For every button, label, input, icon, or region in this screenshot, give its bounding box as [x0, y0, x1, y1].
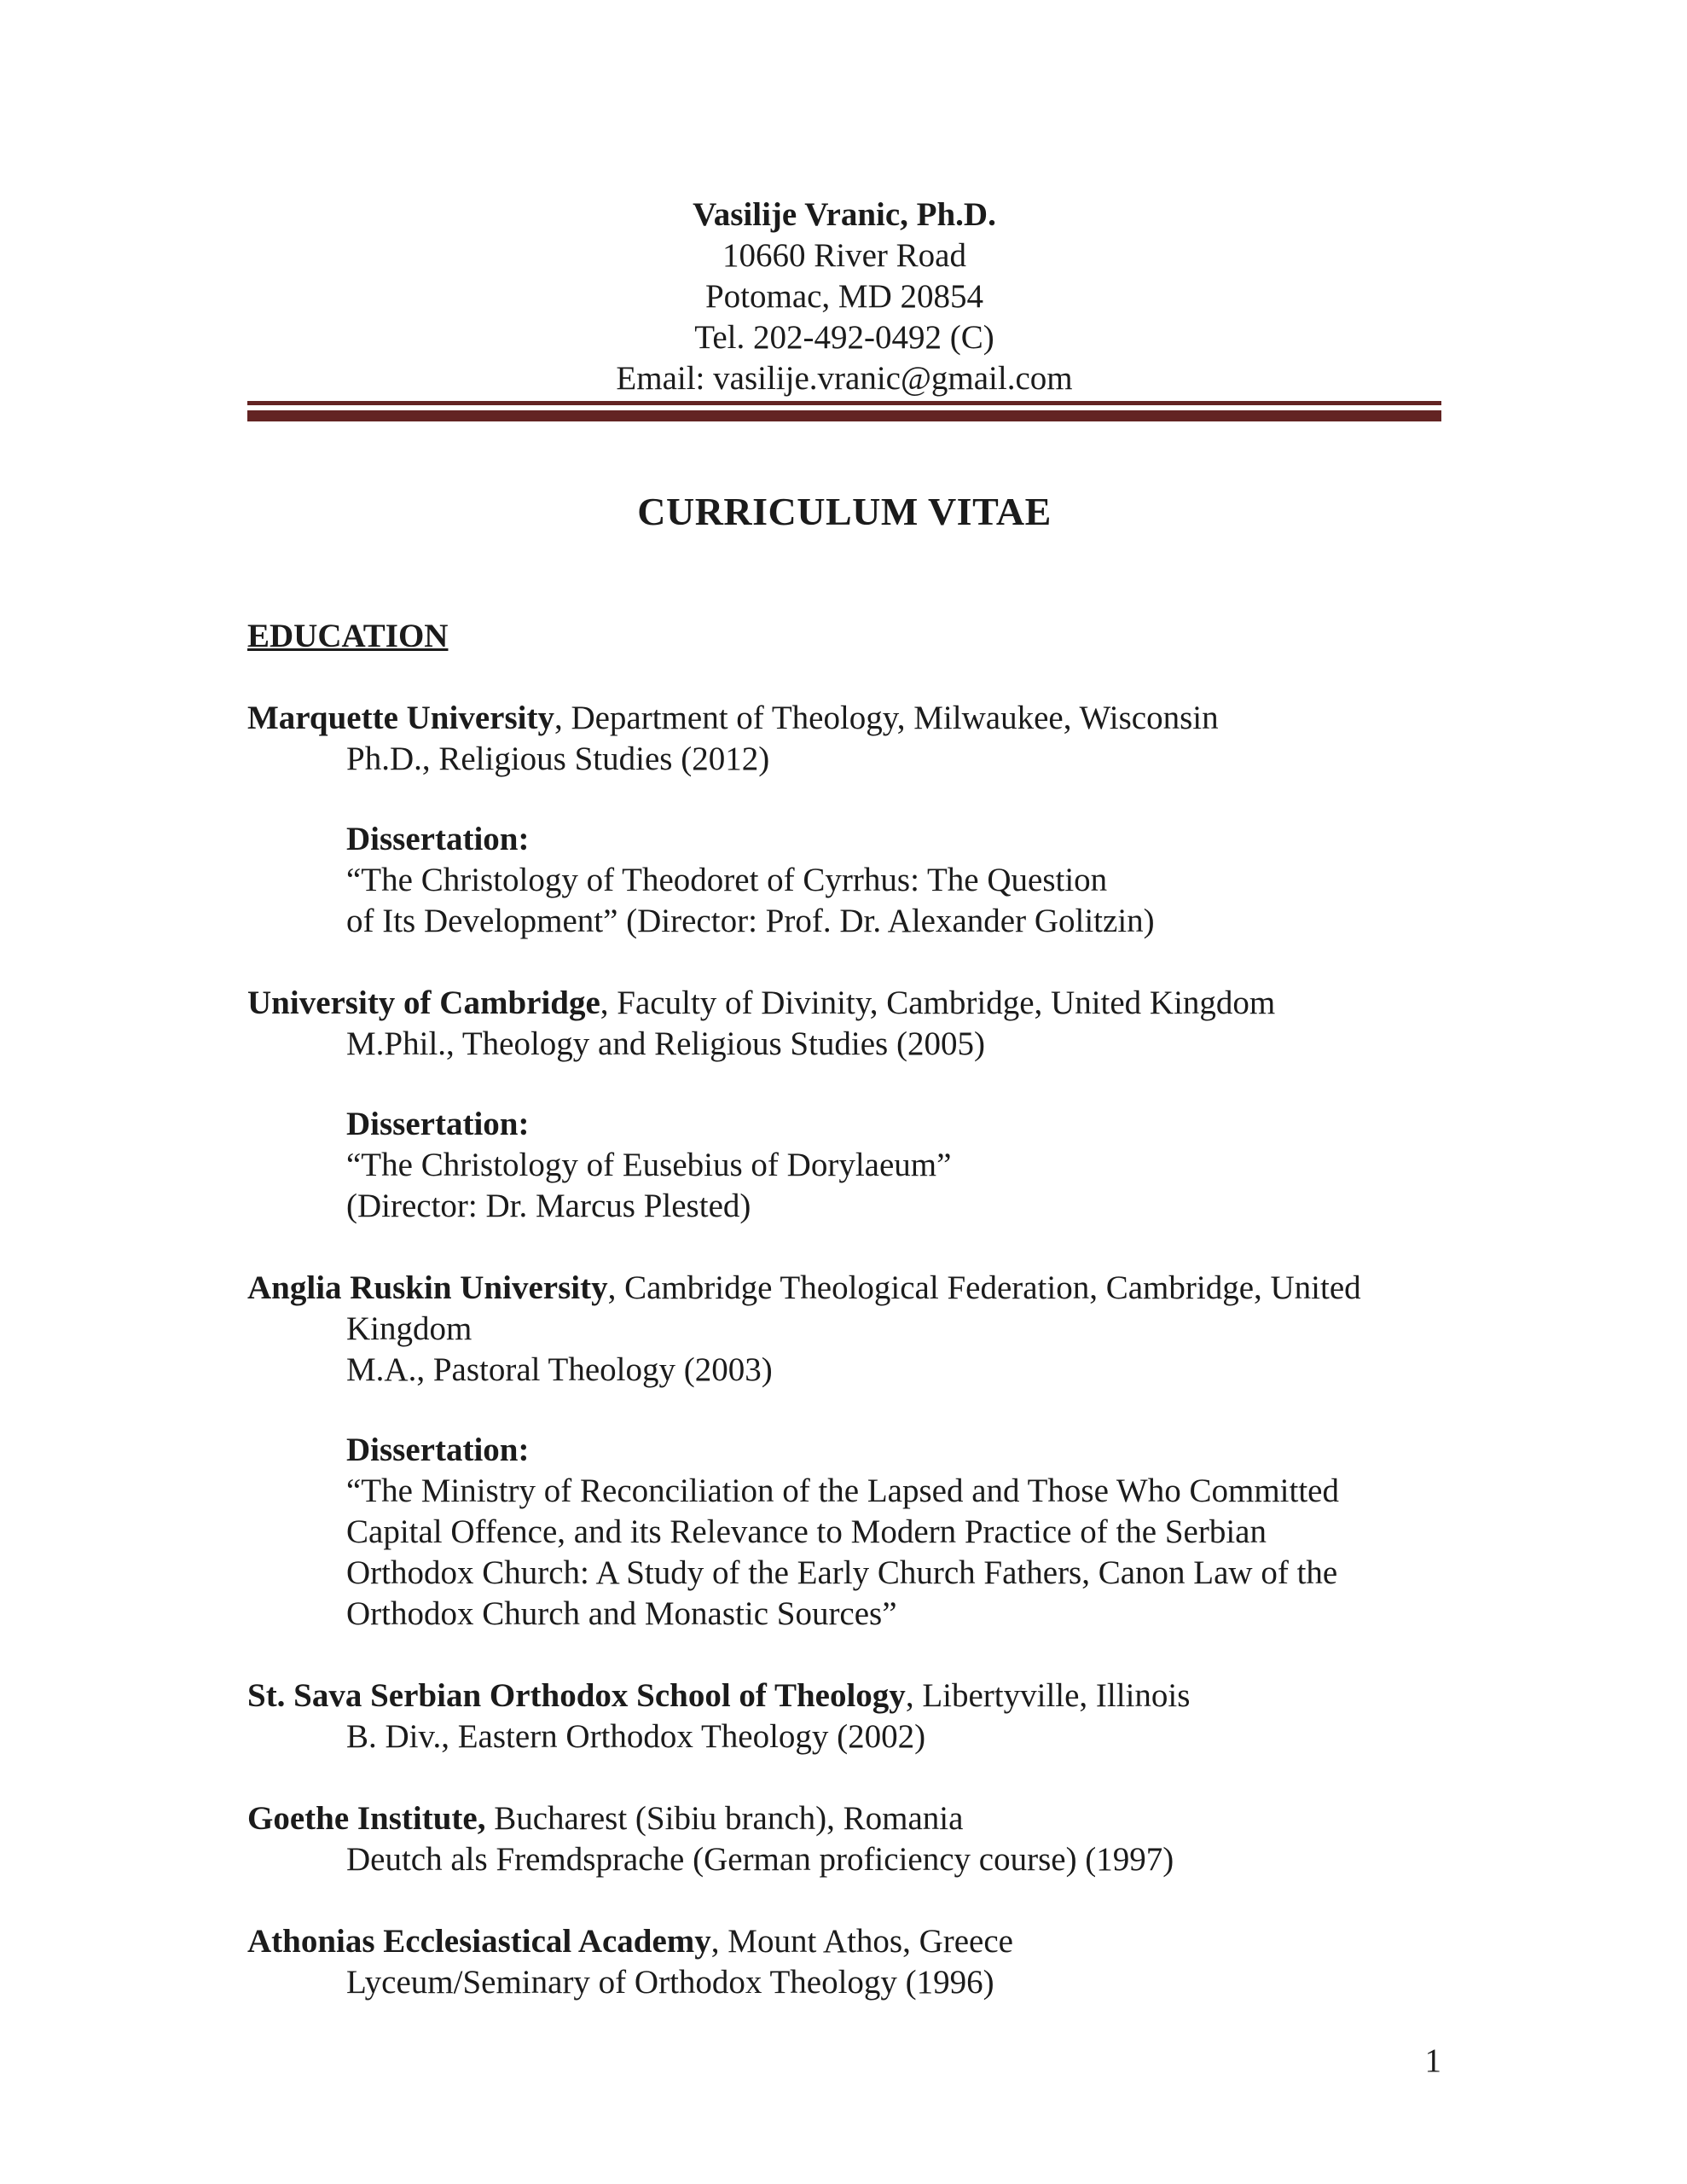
person-name: Vasilije Vranic, Ph.D.: [693, 196, 996, 233]
dissertation-line: Orthodox Church and Monastic Sources”: [346, 1595, 897, 1632]
entry-heading: [247, 1921, 1441, 1962]
entry-degree: Deutch als Fremdsprache (German proficiency course) (1997): [346, 1841, 1174, 1878]
document-title: CURRICULUM VITAE: [637, 490, 1052, 533]
entry-location: , Libertyville, Illinois: [905, 1677, 1191, 1714]
dissertation-line: “The Christology of Eusebius of Dorylaeum”: [346, 1147, 952, 1183]
dissertation-label: Dissertation:: [346, 1432, 530, 1468]
dissertation-line: “The Christology of Theodoret of Cyrrhus: The Question: [346, 862, 1108, 898]
address-line-2: Potomac, MD 20854: [704, 278, 984, 315]
entry-institution: Goethe Institute,: [247, 1800, 486, 1837]
section-heading-label: EDUCATION: [247, 618, 449, 654]
education-entry-athonias: [247, 1921, 1441, 2003]
education-entry-st-sava: [247, 1676, 1441, 1757]
dissertation-line: Capital Offence, and its Relevance to Modern Practice of the Serbian: [346, 1513, 1267, 1550]
dissertation-block: [247, 1104, 1441, 1227]
entry-location-wrap: Kingdom: [346, 1310, 472, 1347]
entry-location: , Department of Theology, Milwaukee, Wisconsin: [554, 700, 1219, 736]
entry-institution: Anglia Ruskin University: [247, 1269, 608, 1306]
entry-location: , Mount Athos, Greece: [710, 1923, 1013, 1960]
dissertation-line: (Director: Dr. Marcus Plested): [346, 1188, 751, 1224]
entry-location: , Faculty of Divinity, Cambridge, United Kingdom: [600, 985, 1276, 1021]
section-heading-education: [247, 616, 1441, 657]
entry-degree: B. Div., Eastern Orthodox Theology (2002): [346, 1718, 926, 1755]
entry-location: , Cambridge Theological Federation, Cambridge, United: [607, 1269, 1361, 1306]
entry-institution: Athonias Ecclesiastical Academy: [247, 1923, 711, 1960]
entry-heading: [247, 1268, 1441, 1309]
dissertation-block: [247, 819, 1441, 942]
entry-institution: St. Sava Serbian Orthodox School of Theology: [247, 1677, 906, 1714]
education-entry-marquette: [247, 698, 1441, 942]
entry-degree: M.Phil., Theology and Religious Studies (2005): [346, 1025, 985, 1062]
phone-line: Tel. 202-492-0492 (C): [694, 319, 994, 356]
cv-page: [247, 195, 1441, 2003]
entry-institution: Marquette University: [247, 700, 554, 736]
entry-heading: [247, 983, 1441, 1024]
entry-location: Bucharest (Sibiu branch), Romania: [485, 1800, 964, 1837]
header-divider-rule: [247, 401, 1441, 421]
entry-heading: [247, 1676, 1441, 1716]
entry-degree: Lyceum/Seminary of Orthodox Theology (1996): [346, 1964, 994, 2001]
education-entry-cambridge: [247, 983, 1441, 1227]
dissertation-line: “The Ministry of Reconciliation of the Lapsed and Those Who Committed: [346, 1472, 1339, 1509]
entry-degree: Ph.D., Religious Studies (2012): [346, 741, 770, 777]
entry-degree: M.A., Pastoral Theology (2003): [346, 1351, 773, 1388]
education-entry-goethe: [247, 1798, 1441, 1880]
dissertation-line: Orthodox Church: A Study of the Early Church Fathers, Canon Law of the: [346, 1554, 1338, 1591]
dissertation-line: of Its Development” (Director: Prof. Dr. Alexander Golitzin): [346, 903, 1155, 939]
education-entry-anglia-ruskin: [247, 1268, 1441, 1635]
entry-heading: [247, 1798, 1441, 1839]
email-line: Email: vasilije.vranic@gmail.com: [616, 360, 1073, 397]
page-number: 1: [1424, 2042, 1441, 2079]
contact-header: [247, 195, 1441, 399]
entry-heading: [247, 698, 1441, 739]
dissertation-label: Dissertation:: [346, 821, 530, 857]
entry-institution: University of Cambridge: [247, 985, 600, 1021]
dissertation-block: [247, 1430, 1441, 1635]
address-line-1: 10660 River Road: [722, 237, 966, 274]
dissertation-label: Dissertation:: [346, 1106, 530, 1142]
